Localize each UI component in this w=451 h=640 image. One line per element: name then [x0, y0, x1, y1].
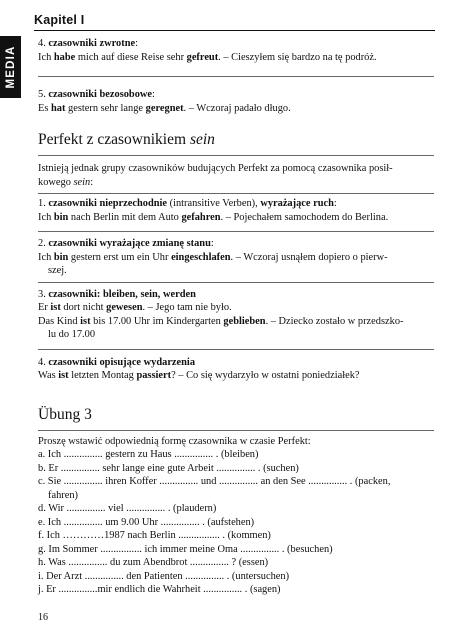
page-content [38, 37, 434, 597]
example-sentence: Ich bin nach Berlin mit dem Auto gefahren. – Pojechałem samochodem do Berlina. [38, 211, 389, 223]
exercise-item: c. Sie ............... ihren Koffer ............... und ............... an den See ............... . (packen, [38, 476, 391, 487]
exercise-item: g. Im Sommer ................ ich immer meine Oma ............... . (besuchen) [38, 543, 333, 555]
exercise-item-continuation: fahren) [48, 489, 78, 501]
section-title: 4. czasowniki zwrotne: [38, 38, 138, 49]
exercise-item: i. Der Arzt ............... den Patienten ............... . (untersuchen) [38, 570, 290, 582]
group-title: 4. czasowniki opisujące wydarzenia [38, 356, 196, 368]
exercise-item: j. Er ...............mir endlich die Wahrheit ............... . (sagen) [38, 584, 281, 595]
example-sentence: Ich bin gestern erst um ein Uhr eingeschlafen. – Wczoraj usnąłem dopiero o pierw- [38, 251, 388, 263]
example-sentence: Das Kind ist bis 17.00 Uhr im Kindergarten geblieben. – Dziecko zostało w przedszko- [38, 315, 404, 327]
exercise-item: h. Was ............... du zum Abendbrot ............... ? (essen) [38, 557, 269, 568]
side-tab-label: MEDIA [4, 45, 17, 89]
page-number: 16 [38, 612, 48, 623]
example-sentence: Es hat gestern sehr lange geregnet. – Wczoraj padało długo. [38, 102, 291, 114]
section-impersonal [38, 88, 434, 115]
example-continuation: lu do 17.00 [48, 329, 96, 340]
exercise-list [38, 435, 434, 597]
page-header [34, 8, 435, 31]
section-heading: Perfekt z czasownikiem sein [38, 131, 215, 148]
group-title: 3. czasowniki: bleiben, sein, werden [38, 288, 196, 300]
group-title: 1. czasowniki nieprzechodnie (intransitive Verben), wyrażające ruch: [38, 198, 337, 209]
intro-paragraph: Istnieją jednak grupy czasowników budujących Perfekt za pomocą czasownika posił- kowego sein: [38, 163, 393, 188]
exercise-instruction: Proszę wstawić odpowiednią formę czasownika w czasie Perfekt: [38, 435, 311, 447]
group-bleiben-sein-werden [38, 288, 434, 342]
exercise-item: e. Ich ............... um 9.00 Uhr ............... . (aufstehen) [38, 516, 255, 528]
group-title: 2. czasowniki wyrażające zmianę stanu: [38, 238, 214, 249]
exercise-item: b. Er ............... sehr lange eine gute Arbeit ............... . (suchen) [38, 462, 299, 474]
group-state-change-verbs [38, 237, 434, 278]
section-title: 5. czasowniki bezosobowe: [38, 89, 155, 100]
group-event-verbs [38, 356, 434, 383]
example-sentence: Er ist dort nicht gewesen. – Jego tam nie było. [38, 302, 232, 313]
exercise-item: a. Ich ............... gestern zu Haus ............... . (bleiben) [38, 449, 259, 460]
example-sentence: Was ist letzten Montag passiert? – Co się wydarzyło w ostatni poniedziałek? [38, 370, 360, 381]
exercise-item: d. Wir ............... viel ............... . (plaudern) [38, 503, 217, 514]
side-tab [0, 36, 21, 98]
section-reflexive [38, 37, 434, 64]
exercise-heading: Übung 3 [38, 405, 92, 423]
group-motion-verbs [38, 197, 434, 224]
example-continuation: szej. [48, 265, 67, 276]
chapter-title: Kapitel I [34, 13, 85, 27]
exercise-item: f. Ich …………1987 nach Berlin ................ . (kommen) [38, 530, 271, 541]
example-sentence: Ich habe mich auf diese Reise sehr gefreut. – Cieszyłem się bardzo na tę podróż. [38, 51, 377, 63]
